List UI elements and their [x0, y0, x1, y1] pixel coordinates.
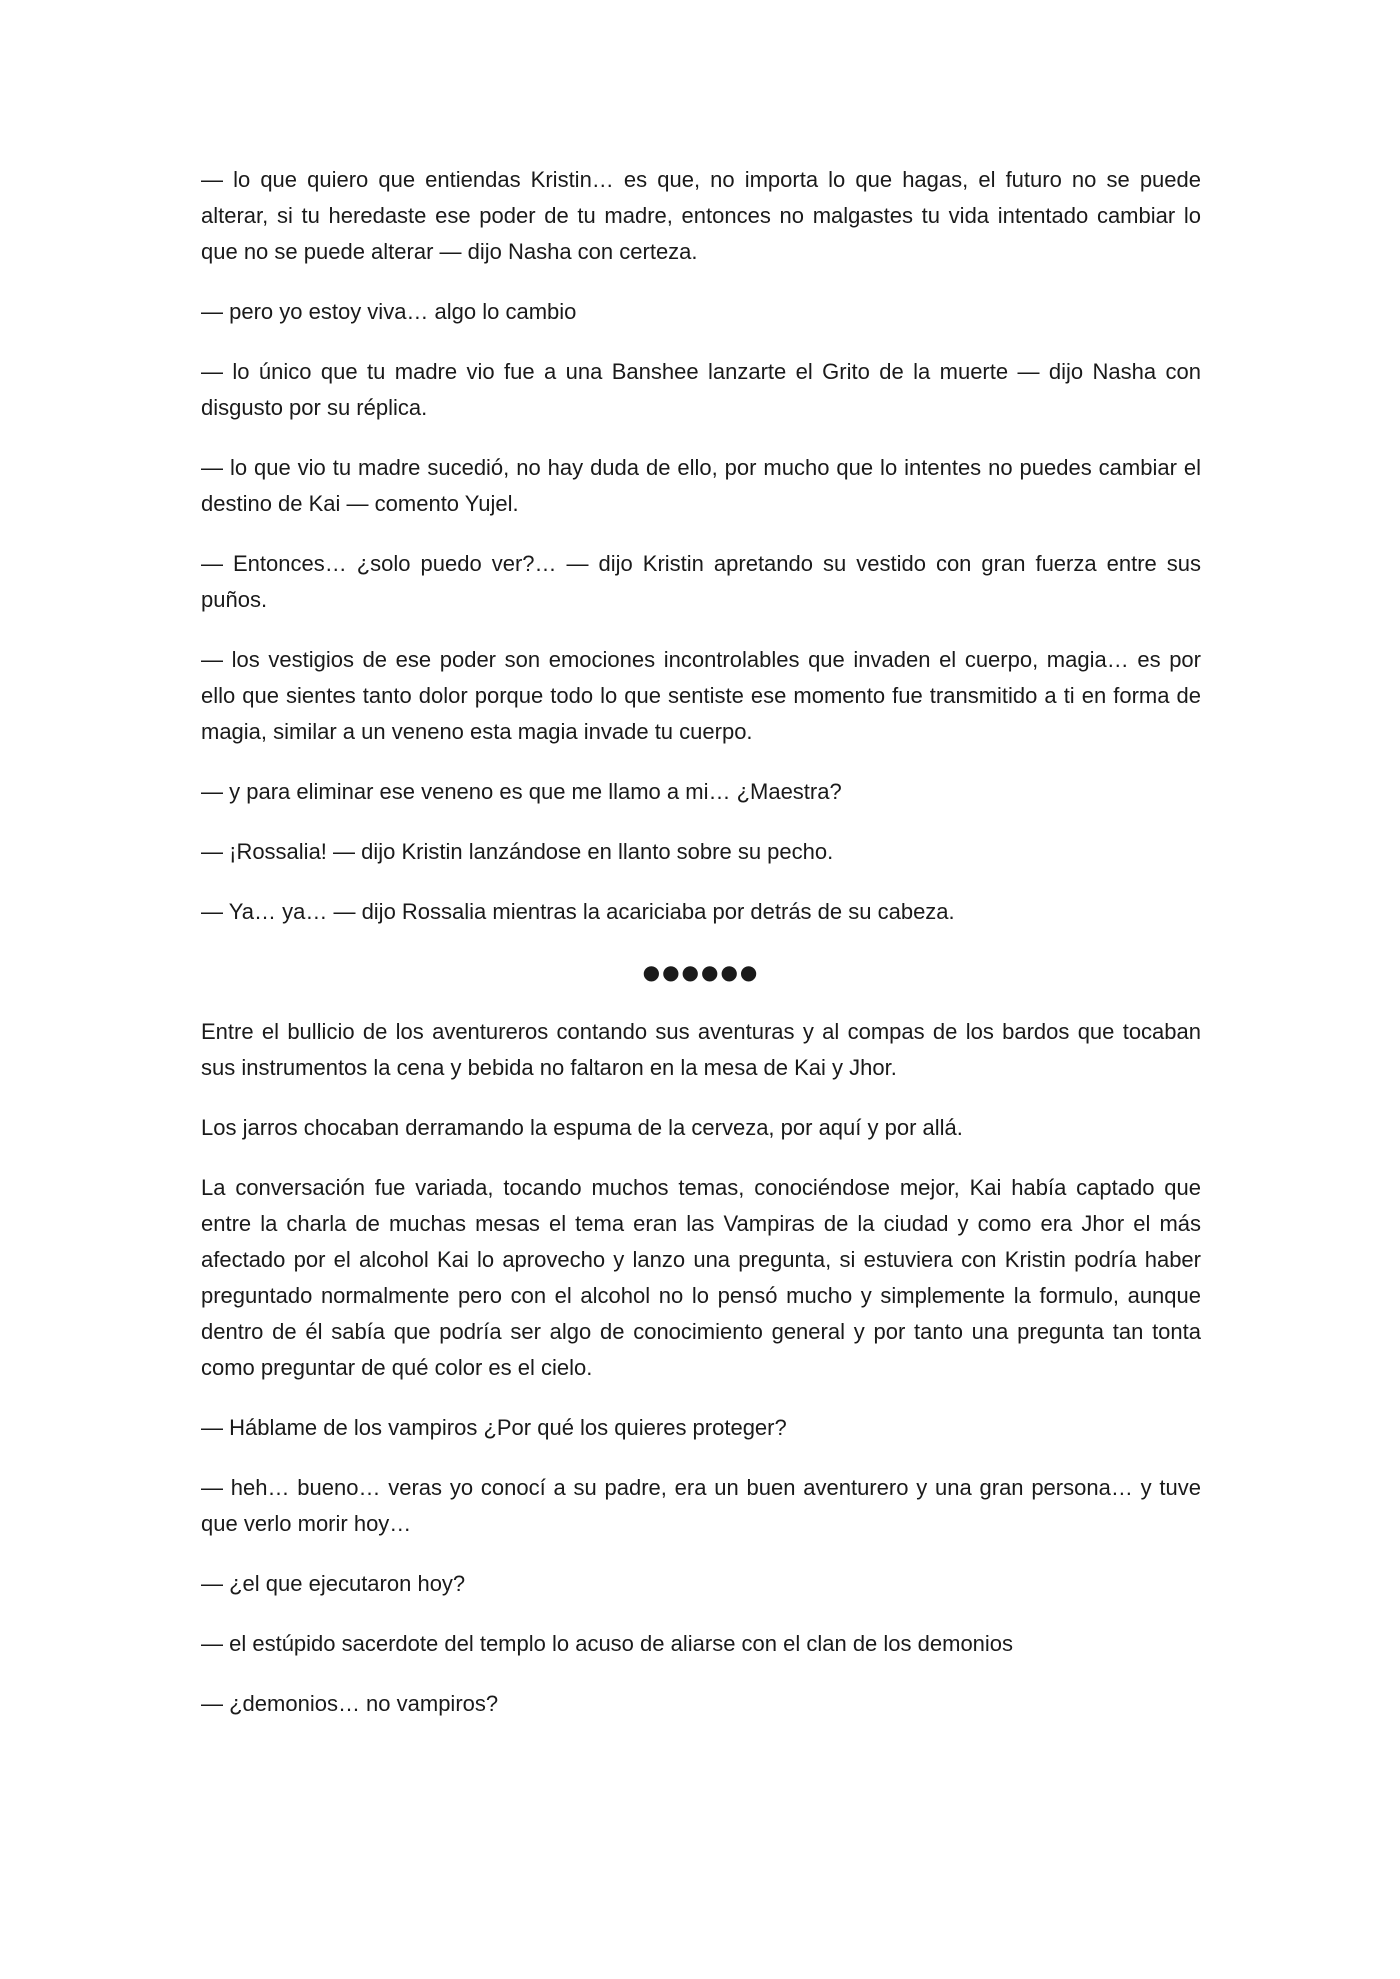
- paragraph: — pero yo estoy viva… algo lo cambio: [201, 299, 577, 324]
- paragraph: — ¿el que ejecutaron hoy?: [201, 1571, 466, 1596]
- paragraph: Entre el bullicio de los aventureros contando sus aventuras y al compas de los bardos que tocaban sus instrumentos la cena y bebida no faltaron en la mesa de Kai y Jhor.: [201, 1019, 1201, 1080]
- paragraph: — ¡Rossalia! — dijo Kristin lanzándose en llanto sobre su pecho.: [201, 839, 834, 864]
- paragraph: — heh… bueno… veras yo conocí a su padre, era un buen aventurero y una gran persona… y tuve que verlo morir hoy…: [201, 1475, 1201, 1536]
- paragraph: — Ya… ya… — dijo Rossalia mientras la acariciaba por detrás de su cabeza.: [201, 899, 955, 924]
- paragraph: — el estúpido sacerdote del templo lo acuso de aliarse con el clan de los demonios: [201, 1631, 1014, 1656]
- paragraph: La conversación fue variada, tocando muchos temas, conociéndose mejor, Kai había captado que entre la charla de muchas mesas el tema eran las Vampiras de la ciudad y como era Jhor el más afectado por el alcohol Kai lo aprovecho y lanzo una pregunta, si estuviera con Kristin podría haber preguntado normalmente pero con el alcohol no lo pensó mucho y simplemente la formulo, aunque dentro de él sabía que podría ser algo de conocimiento general y por tanto una pregunta tan tonta como preguntar de qué color es el cielo.: [201, 1175, 1201, 1380]
- paragraph: — lo que quiero que entiendas Kristin… es que, no importa lo que hagas, el futuro no se puede alterar, si tu heredaste ese poder de tu madre, entonces no malgastes tu vida intentado cambiar lo que no se puede alterar — dijo Nasha con certeza.: [201, 167, 1201, 264]
- paragraph: — lo único que tu madre vio fue a una Banshee lanzarte el Grito de la muerte — dijo Nasha con disgusto por su réplica.: [201, 359, 1201, 420]
- paragraph: — y para eliminar ese veneno es que me llamo a mi… ¿Maestra?: [201, 779, 842, 804]
- paragraph: — los vestigios de ese poder son emociones incontrolables que invaden el cuerpo, magia… es por ello que sientes tanto dolor porque todo lo que sentiste ese momento fue transmitido a ti en forma de magia, similar a un veneno esta magia invade tu cuerpo.: [201, 647, 1201, 744]
- paragraph: — lo que vio tu madre sucedió, no hay duda de ello, por mucho que lo intentes no puedes cambiar el destino de Kai — comento Yujel.: [201, 455, 1201, 516]
- paragraph: — ¿demonios… no vampiros?: [201, 1691, 499, 1716]
- body-text: [201, 162, 1201, 1746]
- paragraph: Los jarros chocaban derramando la espuma de la cerveza, por aquí y por allá.: [201, 1115, 963, 1140]
- paragraph: — Háblame de los vampiros ¿Por qué los quieres proteger?: [201, 1415, 787, 1440]
- scene-break-separator: ●●●●●●: [642, 960, 760, 984]
- paragraph: — Entonces… ¿solo puedo ver?… — dijo Kristin apretando su vestido con gran fuerza entre sus puños.: [201, 551, 1201, 612]
